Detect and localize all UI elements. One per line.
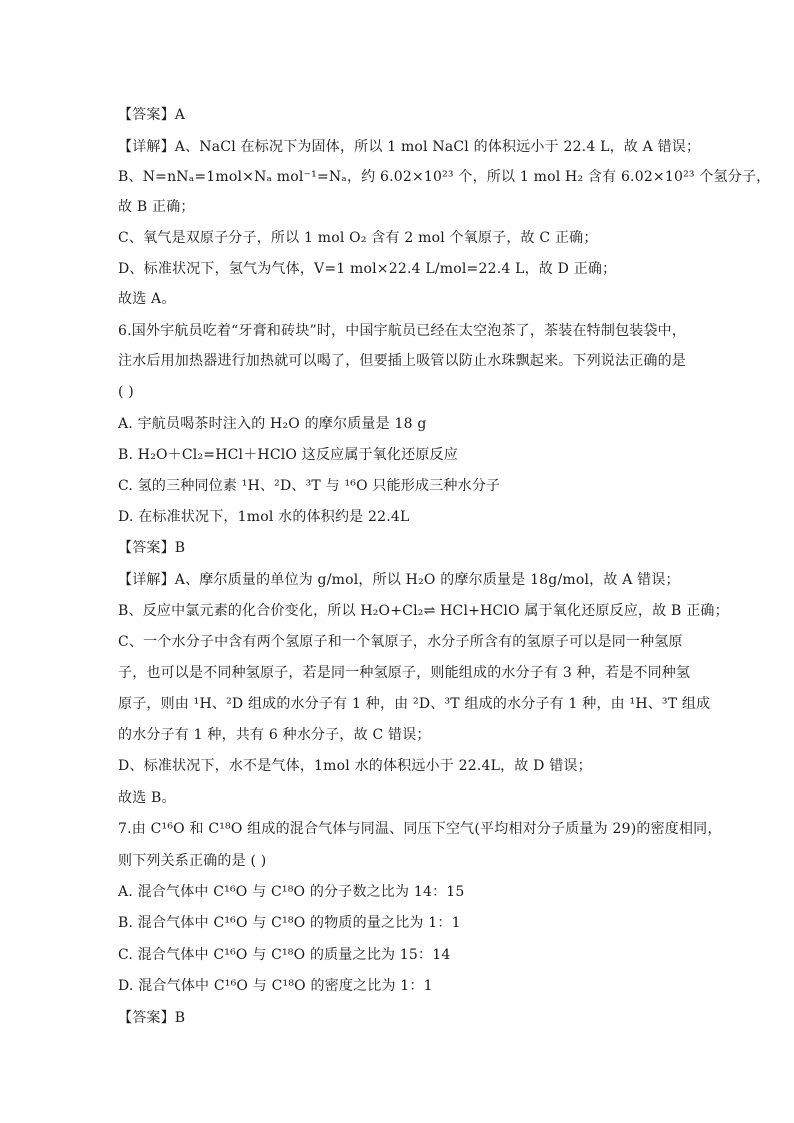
conclusion-line: 故选 A。 <box>118 291 176 307</box>
explanation-line: 的水分子有 1 种，共有 6 种水分子，故 C 错误； <box>118 727 431 743</box>
question-6-stem: 注水后用加热器进行加热就可以喝了，但要插上吸管以防止水珠飘起来。下列说法正确的是 <box>118 353 686 369</box>
explanation-line: 故 B 正确； <box>118 199 195 215</box>
question-6-option-a: A. 宇航员喝茶时注入的 H₂O 的摩尔质量是 18 g <box>118 416 427 432</box>
question-7-stem: 7.由 C¹⁶O 和 C¹⁸O 组成的混合气体与同温、同压下空气(平均相对分子质量为 29)的密度相同， <box>118 821 722 837</box>
question-6-stem: 6.国外宇航员吃着“牙膏和砖块”时，中国宇航员已经在太空泡茶了，茶装在特制包装袋中， <box>118 323 687 339</box>
conclusion-line: 故选 B。 <box>118 790 176 806</box>
question-6-option-c: C. 氢的三种同位素 ¹H、²D、³T 与 ¹⁶O 只能形成三种水分子 <box>118 478 501 494</box>
explanation-line: C、氧气是双原子分子，所以 1 mol O₂ 含有 2 mol 个氧原子，故 C 正确； <box>118 230 598 246</box>
question-7-option-a: A. 混合气体中 C¹⁶O 与 C¹⁸O 的分子数之比为 14：15 <box>118 884 465 900</box>
explanation-line: D、标准状况下，氢气为气体，V=1 mol×22.4 L/mol=22.4 L，故 D 正确； <box>118 261 617 277</box>
question-6-option-d: D. 在标准状况下，1mol 水的体积约是 22.4L <box>118 509 410 525</box>
explanation-line: B、N=nNₐ=1mol×Nₐ mol⁻¹=Nₐ，约 6.02×10²³ 个，所以 1 mol H₂ 含有 6.02×10²³ 个氢分子， <box>118 169 771 185</box>
question-6-blank: ( ) <box>118 384 134 400</box>
explanation-line: D、标准状况下，水不是气体，1mol 水的体积远小于 22.4L，故 D 错误； <box>118 758 592 774</box>
answer-label-q5: 【答案】A <box>118 107 186 123</box>
question-7-option-b: B. 混合气体中 C¹⁶O 与 C¹⁸O 的物质的量之比为 1：1 <box>118 915 461 931</box>
explanation-line: 【详解】A、摩尔质量的单位为 g/mol，所以 H₂O 的摩尔质量是 18g/mol，故 A 错误； <box>118 572 680 588</box>
answer-label-q7: 【答案】B <box>118 1010 186 1026</box>
explanation-line: B、反应中氯元素的化合价变化，所以 H₂O+Cl₂⇌ HCl+HClO 属于氧化还原反应，故 B 正确； <box>118 603 729 619</box>
explanation-line: 子，也可以是不同种氢原子，若是同一种氢原子，则能组成的水分子有 3 种，若是不同种氢 <box>118 665 691 681</box>
question-6-option-b: B. H₂O＋Cl₂=HCl＋HClO 这反应属于氧化还原反应 <box>118 447 458 463</box>
explanation-line: 【详解】A、NaCl 在标况下为固体，所以 1 mol NaCl 的体积远小于 22.4 L，故 A 错误； <box>118 139 701 155</box>
explanation-line: C、一个水分子中含有两个氢原子和一个氧原子，水分子所含有的氢原子可以是同一种氢原 <box>118 634 683 650</box>
explanation-line: 原子，则由 ¹H、²D 组成的水分子有 1 种，由 ²D、³T 组成的水分子有 1 种，由 ¹H、³T 组成 <box>118 696 711 712</box>
answer-label-q6: 【答案】B <box>118 540 186 556</box>
question-7-stem: 则下列关系正确的是 ( ) <box>118 853 267 869</box>
question-7-option-c: C. 混合气体中 C¹⁶O 与 C¹⁸O 的质量之比为 15：14 <box>118 947 451 963</box>
question-7-option-d: D. 混合气体中 C¹⁶O 与 C¹⁸O 的密度之比为 1：1 <box>118 978 433 994</box>
